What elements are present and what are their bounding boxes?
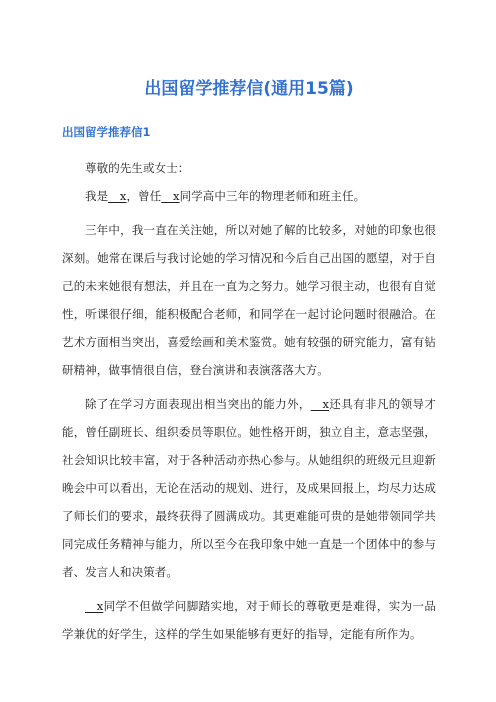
intro-text-3: 同学高中三年的物理老师和班主任。 bbox=[179, 189, 366, 203]
para4-text-1: 同学不但做学问脚踏实地，对于师长的尊敬更是难得，实为一品学兼优的好学生，这样的学生如果能够有更好的指导，定能有所作为。 bbox=[62, 599, 436, 641]
student-blank-2: __x bbox=[85, 599, 104, 613]
intro-text-1: 我是 bbox=[85, 189, 109, 203]
body-paragraph-2: 三年中，我一直在关注她，所以对她了解的比较多，对她的印象也很深刻。她常在课后与我讨论她的学习情况和今后自己出国的愿望，对于自己的未来她很有想法，并且在一直为之努力。她学习很主动，也很有自觉性，听课很仔细，能积极配合老师，和同学在一起讨论问题时很融洽。在艺术方面相当突出，喜爱绘画和美术鉴赏。她有较强的研究能力，富有钻研精神，做事情很自信，登台演讲和表演落落大方。 bbox=[62, 223, 436, 377]
student-blank: __x bbox=[310, 397, 330, 411]
intro-text-2: ，曾任 bbox=[126, 189, 162, 203]
body-paragraph-3 bbox=[62, 390, 436, 586]
section-heading: 出国留学推荐信1 bbox=[62, 125, 151, 139]
body-paragraph-4 bbox=[62, 592, 436, 648]
para3-text-1: 除了在学习方面表现出相当突出的能力外， bbox=[85, 397, 311, 411]
para3-text-2: 还具有非凡的领导才能，曾任副班长、组织委员等职位。她性格开朗，独立自主，意志坚强，社会知识比较丰富，对于各种活动亦热心参与。从她组织的班级元旦迎新晚会中可以看出，无论在活动的规划、进行，及成果回报上，均尽力达成了师长们的要求，最终获得了圆满成功。其更难能可贵的是她带领同学共同完成任务精神与能力，所以至今在我印象中她一直是一个团体中的参与者、发言人和决策者。 bbox=[62, 397, 436, 579]
salutation: 尊敬的先生或女士： bbox=[85, 161, 190, 175]
intro-paragraph bbox=[62, 182, 436, 210]
document-title: 出国留学推荐信(通用15篇) bbox=[144, 79, 354, 99]
role-blank: __x bbox=[161, 189, 180, 203]
name-blank: __x bbox=[108, 189, 127, 203]
